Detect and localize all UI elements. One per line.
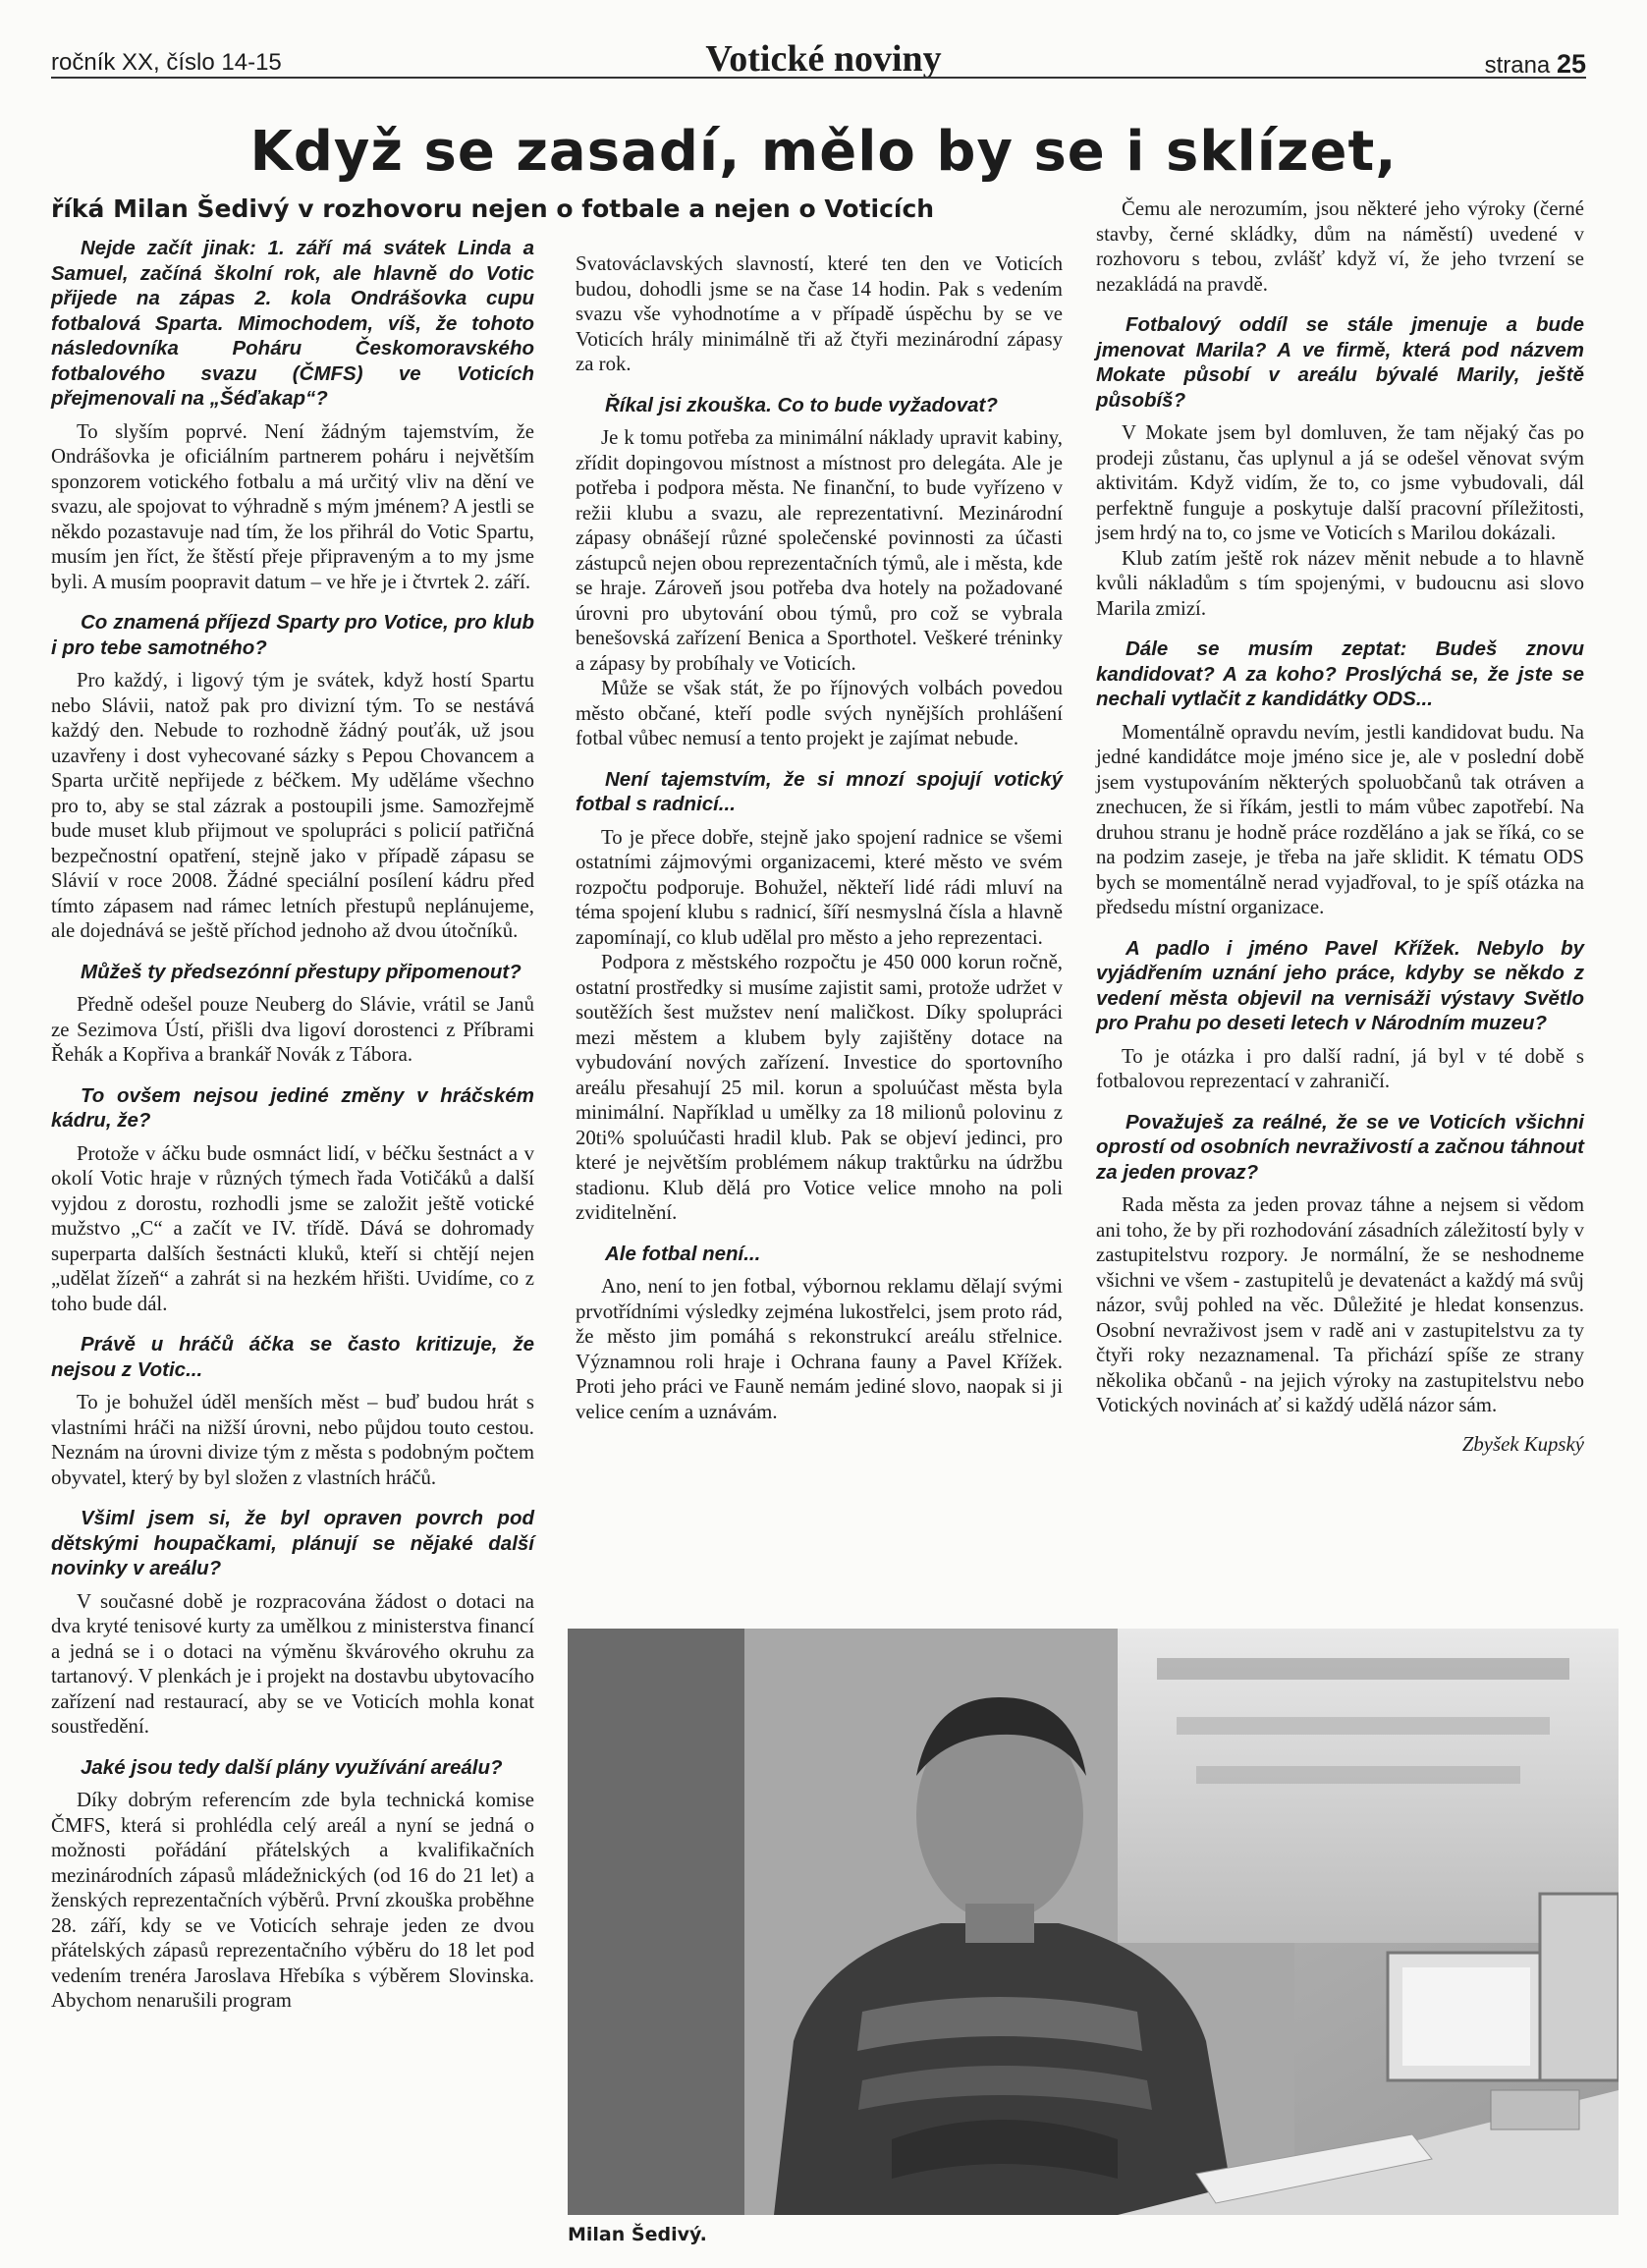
question: Říkal jsi zkouška. Co to bude vyžadovat? [605,393,998,416]
question: Právě u hráčů áčka se často kritizuje, že nejsou z Votic... [51,1333,534,1381]
question: Nejde začít jinak: 1. září má svátek Linda a Samuel, začíná školní rok, ale hlavně do Votic přijede na zápas 2. kola Ondrášovka cupu fotbalová Sparta. Mimochodem, víš, že tohoto následovníka Poháru Českomoravského fotbalového svazu (ČMFS) ve Voticích přejmenovali na „Šéďakap“? [51,237,534,410]
portrait-photo [568,1629,1619,2215]
answer: Klub zatím ještě rok název měnit nebude a to hlavně kvůli nákladům s tím spojenými, v budoucnu asi slovo Marila zmizí. [1096,546,1584,620]
answer: Ano, není to jen fotbal, výbornou reklamu dělají svými prvotřídními výsledky zejména lukostřelci, jsem proto rád, že město jim pomáhá s rekonstrukcí areálu střelnice. Významnou roli hraje i Ochrana fauny a Pavel Křížek. Proti jeho práci ve Fauně nemám jediné slovo, naopak si ji velice cením a uznávám. [576,1275,1063,1423]
answer: To je otázka i pro další radní, já byl v té době s fotbalovou reprezentací v zahraničí. [1096,1044,1584,1092]
answer: To je přece dobře, stejně jako spojení radnice se všemi ostatními zájmovými organizacemi, které město ve svém rozpočtu podporuje. Bohužel, někteří lidé rádi mluví na téma spojení klubu s radnicí, šíří nesmyslná čísla a hlavně zapomínají, co klub udělal pro město a jeho reprezentaci. [576,825,1063,949]
question: Ale fotbal není... [605,1242,761,1265]
answer: V současné době je rozpracována žádost o dotaci na dva kryté tenisové kurty za umělkou z ministerstva financí a jedná se i o dotaci na výměnu škvárového okruhu za tartanový. V plenkách je i projekt na dostavbu ubytovacího zařízení nad restaurací, aby se ve Voticích mohla konat soustředění. [51,1589,534,1738]
answer: Čemu ale nerozumím, jsou některé jeho výroky (černé stavby, černé skládky, dům na náměstí) uvedené v rozhovoru s tebou, zvlášť když ví, že jeho tvrzení se nezakládá na pravdě. [1096,197,1584,296]
answer: To je bohužel úděl menších měst – buď budou hrát s vlastními hráči na nižší úrovni, nebo půjdou touto cestou. Neznám na úrovni divize tým z města s podobným počtem obyvatel, který by byl složen z vlastních hráčů. [51,1391,534,1489]
question: Jaké jsou tedy další plány využívání areálu? [81,1755,503,1779]
column-3 [1096,196,1584,1457]
answer: V Mokate jsem byl domluven, že tam nějaký čas po prodeji zůstanu, čas uplynul a já se odešel věnovat svým aktivitám. Když vidím, že to, co jsme vybudovali, dál perfektně funguje a poskytuje další pracovní příležitosti, jsem hrdý na to, co jsme ve Voticích s Marilou dokázali. [1096,421,1584,544]
answer: To slyším poprvé. Není žádným tajemstvím, že Ondrášovka je oficiálním partnerem poháru i největším sponzorem votického fotbalu a má určitý vliv na dění ve svazu, ale spojovat to výhradně s mým jménem? A jestli se někdo pozastavuje nad tím, že los přihrál do Votic Spartu, musím jen říct, že štěstí přeje připraveným a to my jsme byli. A musím poopravit datum – ve hře je i čtvrtek 2. září. [51,419,534,593]
answer: Svatováclavských slavností, které ten den ve Voticích budou, dohodli jsme se na čase 14 hodin. Pak s vedením svazu vše vyhodnotíme a v případě úspěchu by se ve Voticích hrály minimálně tři až čtyři mezinárodní zápasy za rok. [576,252,1063,375]
question: Považuješ za reálné, že se ve Voticích všichni oprostí od osobních nevraživostí a začnou táhnout za jeden provaz? [1096,1110,1584,1184]
photo-caption: Milan Šedivý. [568,2224,707,2245]
question: Fotbalový oddíl se stále jmenuje a bude jmenovat Marila? A ve firmě, která pod názvem Mokate působí v areálu bývalé Marily, ještě působíš? [1096,313,1584,412]
question: Co znamená příjezd Sparty pro Votice, pro klub i pro tebe samotného? [51,611,534,659]
issue-info: ročník XX, číslo 14-15 [51,49,282,76]
answer: Může se však stát, že po říjnových volbách povedou město občané, kteří podle svých nynějších prohlášení fotbal vůbec nemusí a tento projekt je zajímat nebude. [576,677,1063,749]
page-label: strana [1484,52,1551,79]
answer: Předně odešel pouze Neuberg do Slávie, vrátil se Janů ze Sezimova Ústí, přišli dva ligoví dorostenci z Příbrami Řehák a Kopřiva a brankář Novák z Tábora. [51,993,534,1066]
question: Můžeš ty předsezónní přestupy připomenout? [81,960,522,983]
question: Není tajemstvím, že si mnozí spojují votický fotbal s radnicí... [576,767,1063,815]
answer: Pro každý, i ligový tým je svátek, když hostí Spartu nebo Slávii, natož pak pro divizní tým. To se nestává každý den. Nebude to rozhodně žádný pouťák, už jsou uzavřeny i dost vyhecované sázky s Pepou Chovancem a Sparta určitě nepřijede z béčkem. My uděláme všechno pro to, aby se stal zázrak a postoupili jsme. Samozřejmě bude muset klub přijmout ve spolupráci s policií patřičná bezpečnostní opatření, stejně jako v případě zápasu se Slávií v roce 2008. Žádné speciální posílení kádru před tímto zápasem nad rámec letních přestupů neplánujeme, ale dojednává se ještě příchod jednoho až dvou útočníků. [51,669,534,942]
photo-illustration [568,1629,1619,2215]
answer: Rada města za jeden provaz táhne a nejsem si vědom ani toho, že by při rozhodování zásadních záležitostí byly v zastupitelstvu rozpory. Je normální, že se neshodneme všichni ve všem - zastupitelů je devatenáct a každý má svůj názor, svůj pohled na věc. Důležité je hledat konsenzus. Osobní nevraživost jsem v radě ani v zastupitelstvu za ty čtyři roky nezaznamenal. Ta přichází spíše ze strany několika občanů - na jejich výroky na zastupitelstvu nebo Votických novinách ať si každý udělá názor sám. [1096,1193,1584,1416]
answer: Momentálně opravdu nevím, jestli kandidovat budu. Na jedné kandidátce moje jméno sice je, ale v poslední době jsem vystupováním některých spoluobčanů tak otráven a znechucen, že si říkám, jestli to mám vůbec zapotřebí. Na druhou stranu je hodně práce rozděláno a jak se říká, co se na podzim zaseje, je třeba na jaře sklidit. K tématu ODS bych se momentálně nerad vyjadřoval, to je spíš otázka na předsedu místní organizace. [1096,720,1584,918]
header-rule [51,77,1586,79]
author-signature: Zbyšek Kupský [1461,1432,1584,1456]
article-subtitle: říká Milan Šedivý v rozhovoru nejen o fotbale a nejen o Voticích [51,194,935,223]
newspaper-name: Votické noviny [705,38,942,80]
question: Všiml jsem si, že byl opraven povrch pod dětskými houpačkami, plánují se nějaké další novinky v areálu? [51,1507,534,1579]
answer: Podpora z městského rozpočtu je 450 000 korun ročně, ostatní prostředky si musíme zajistit sami, protože udržet v soutěžích šest mužstev není maličkost. Díky spolupráci mezi městem a klubem byly zajištěny dotace na vybudování nových zařízení. Investice do sportovního areálu přesahují 25 mil. korun a spoluúčast města byla minimální. Například u umělky za 18 milionů polovinu z 20ti% spoluúčasti hradil klub. Pak se objeví jedinci, pro které je největším problémem nákup traktůrku na údržbu stadionu. Klub dělá pro Votice velice mnoho na poli zviditelnění. [576,951,1063,1224]
question: Dále se musím zeptat: Budeš znovu kandidovat? A za koho? Proslýchá se, že jste se nechali vytlačit z kandidátky ODS... [1096,637,1584,710]
article-title: Když se zasadí, mělo by se i sklízet, [249,120,1398,184]
column-2 [576,251,1063,1424]
answer: Díky dobrým referencím zde byla technická komise ČMFS, která si prohlédla celý areál a nyní se jedná o možnosti pořádání přátelských a kvalifikačních mezinárodních zápasů mládežnických (od 16 do 21 let) a ženských reprezentačních výběrů. První zkouška proběhne 28. září, kdy se ve Voticích sehraje jeden ze dvou přátelských zápasů reprezentačního výběru do 18 let pod vedením trenéra Jaroslava Hřebíka s výběrem Slovinska. Abychom nenarušili program [51,1789,534,2012]
page-number [1485,49,1586,80]
answer: Je k tomu potřeba za minimální náklady upravit kabiny, zřídit dopingovou místnost a místnost pro delegáta. Ale je potřeba i podpora města. Ne finanční, to bude vyřízeno v režii klubu a svazu, ale reprezentativní. Mezinárodní zápasy obnášejí různé společenské povinnosti za účasti zástupců nejen obou reprezentačních týmů, ale i města, kde se hraje. Zároveň jsou potřeba dva hotely na požadované úrovni pro ubytování obou týmů, pro což se vybrala benešovská zařízení Benica a Sporthotel. Veškeré tréninky a zápasy by probíhaly ve Voticích. [576,426,1063,675]
question: To ovšem nejsou jediné změny v hráčském kádru, že? [51,1083,534,1132]
column-1 [51,236,534,2014]
page-number-value: 25 [1556,49,1586,79]
answer: Protože v áčku bude osmnáct lidí, v béčku šestnáct a v okolí Votic hraje v různých týmech řada Votičáků a další vyjdou z dorostu, rozhodli jsme se založit ještě votické mužstvo „C“ a začít ve IV. třídě. Dává se dohromady superparta dalších šestnácti kluků, kteří si chtějí nejen „udělat žízeň“ a zahrát si na hezkém hřišti. Uvidíme, co z toho bude dál. [51,1141,534,1315]
question: A padlo i jméno Pavel Křížek. Nebylo by vyjádřením uznání jeho práce, kdyby se někdo z vedení města objevil na vernisáži výstavy Světlo pro Prahu po deseti letech v Národním muzeu? [1096,936,1584,1034]
